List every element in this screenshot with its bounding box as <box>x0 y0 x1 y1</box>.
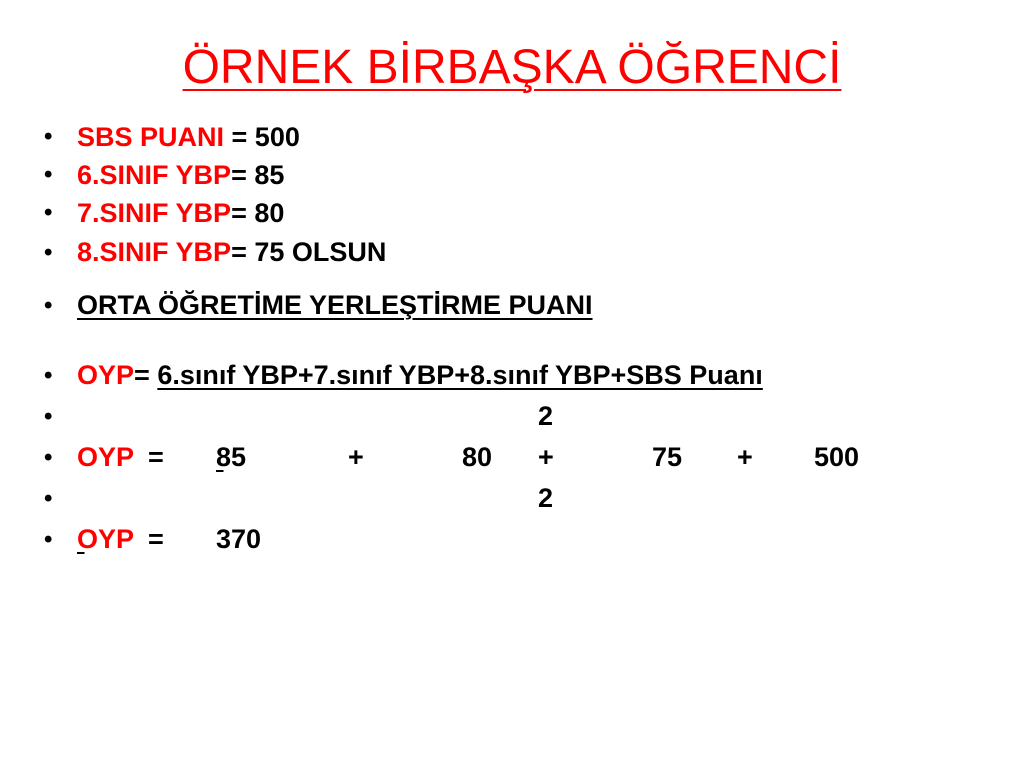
bullet-substitution <box>44 437 1004 478</box>
substitution-denominator: 2 <box>538 483 554 513</box>
ybp7-value: = 80 <box>231 198 285 228</box>
result-label: OYP <box>77 524 135 554</box>
substitution-plus-2: + <box>538 442 554 472</box>
bullet-ybp8 <box>44 232 1004 285</box>
bullet-text <box>77 194 284 232</box>
substitution-value-1: 85 <box>216 442 247 472</box>
substitution-value-4: 500 <box>814 442 860 472</box>
bullet-text <box>77 156 284 194</box>
bullet-dot: • <box>44 161 53 188</box>
formula-label: OYP <box>77 360 135 390</box>
bullet-dot: • <box>44 403 53 430</box>
bullet-list <box>44 118 1004 560</box>
slide-title: ÖRNEK BİRBAŞKA ÖĞRENCİ <box>182 41 842 94</box>
bullet-dot: • <box>44 526 53 553</box>
bullet-dot: • <box>44 123 53 150</box>
ybp8-label: 8.SINIF YBP <box>77 237 232 267</box>
bullet-dot: • <box>44 485 53 512</box>
bullet-result <box>44 519 1004 560</box>
substitution-equals: = <box>148 442 164 472</box>
sbs-value: = 500 <box>224 122 300 152</box>
bullet-dot: • <box>44 292 53 319</box>
result-equals: = <box>148 524 164 554</box>
bullet-dot: • <box>44 199 53 226</box>
ybp7-label: 7.SINIF YBP <box>77 198 232 228</box>
bullet-formula-denominator <box>44 396 1004 437</box>
bullet-sbs <box>44 118 1004 156</box>
section-heading: ORTA ÖĞRETİME YERLEŞTİRME PUANI <box>77 290 593 320</box>
bullet-substitution-denominator <box>44 478 1004 519</box>
substitution-label: OYP <box>77 442 135 472</box>
ybp6-value: = 85 <box>231 160 285 190</box>
bullet-formula <box>44 355 1004 396</box>
substitution-plus-1: + <box>348 442 364 472</box>
result-value: 370 <box>216 524 262 554</box>
bullet-dot: • <box>44 239 53 266</box>
bullet-heading <box>44 285 1004 355</box>
bullet-dot: • <box>44 444 53 471</box>
bullet-text <box>77 118 300 156</box>
bullet-ybp7 <box>44 194 1004 232</box>
sbs-label: SBS PUANI <box>77 122 225 152</box>
bullet-ybp6 <box>44 156 1004 194</box>
ybp8-value: = 75 OLSUN <box>231 237 387 267</box>
ybp6-label: 6.SINIF YBP <box>77 160 232 190</box>
bullet-text <box>77 232 386 273</box>
bullet-text <box>77 355 763 396</box>
substitution-value-2: 80 <box>462 442 493 472</box>
formula-equals: = <box>134 360 150 390</box>
substitution-value-3: 75 <box>652 442 683 472</box>
bullet-dot: • <box>44 362 53 389</box>
substitution-plus-3: + <box>737 442 753 472</box>
formula-denominator: 2 <box>538 401 554 431</box>
formula-numerator: 6.sınıf YBP+7.sınıf YBP+8.sınıf YBP+SBS Puanı <box>157 360 763 390</box>
